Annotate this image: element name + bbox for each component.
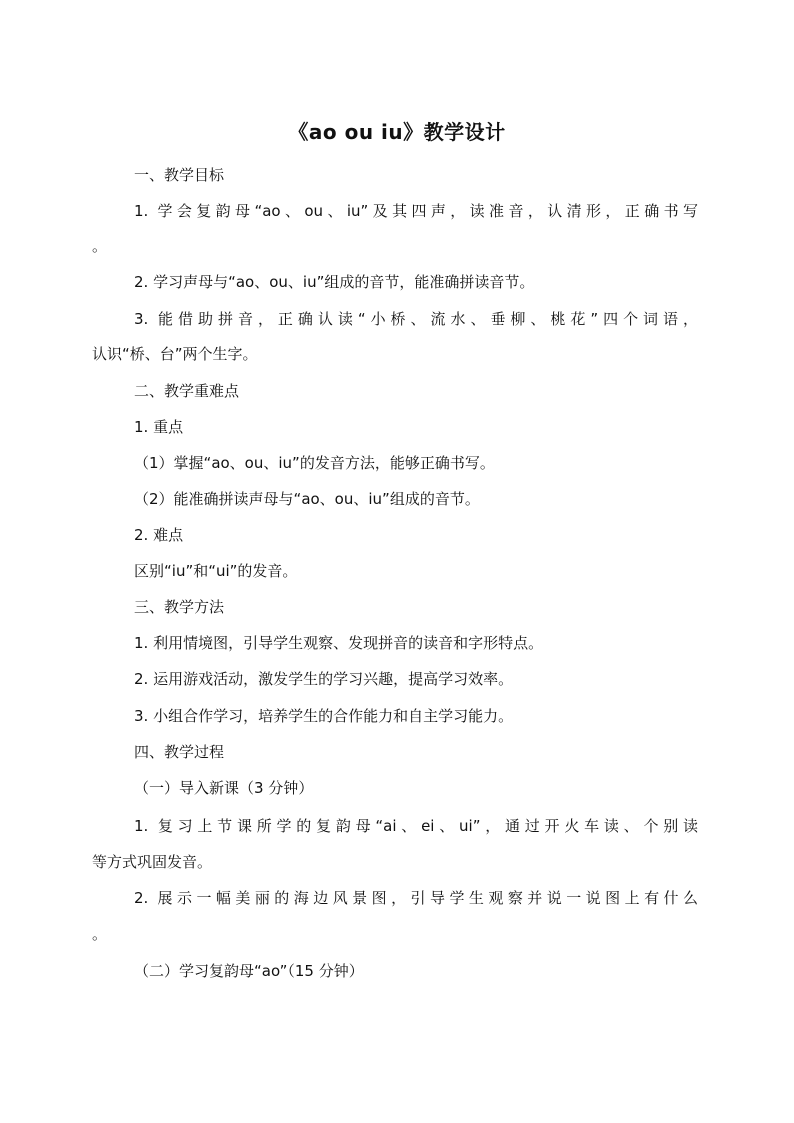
method-3: 3. 小组合作学习，培养学生的合作能力和自主学习能力。	[134, 707, 514, 725]
goal-3-line-2: 认识“桥、台”两个生字。	[92, 345, 258, 363]
goal-3-line-1: 3. 能借助拼音，正确认读“小桥、流水、垂柳、桃花”四个词语，	[134, 310, 698, 328]
key-point-2: （2）能准确拼读声母与“ao、ou、iu”组成的音节。	[134, 490, 480, 508]
difficulty-heading: 2. 难点	[134, 526, 184, 544]
section-heading-goals: 一、教学目标	[134, 166, 225, 184]
section-heading-process: 四、教学过程	[134, 743, 225, 761]
process-sub-heading-1: （一）导入新课（3 分钟）	[134, 779, 314, 797]
document-title: 《ao ou iu》教学设计	[288, 120, 506, 144]
section-heading-key-points: 二、教学重难点	[134, 382, 240, 400]
process-step-2-line-1: 2. 展示一幅美丽的海边风景图，引导学生观察并说一说图上有什么	[134, 889, 698, 907]
difficulty-1: 区别“iu”和“ui”的发音。	[134, 562, 298, 580]
process-step-1-line-1: 1. 复习上节课所学的复韵母“ai、ei、ui”，通过开火车读、个别读	[134, 817, 698, 835]
goal-1-line-1: 1. 学会复韵母“ao、ou、iu”及其四声，读准音，认清形，正确书写	[134, 202, 698, 220]
section-heading-methods: 三、教学方法	[134, 598, 225, 616]
goal-2: 2. 学习声母与“ao、ou、iu”组成的音节，能准确拼读音节。	[134, 273, 535, 291]
process-sub-heading-2: （二）学习复韵母“ao”（15 分钟）	[134, 962, 364, 980]
key-point-heading: 1. 重点	[134, 418, 184, 436]
goal-1-line-2: 。	[92, 237, 108, 255]
method-2: 2. 运用游戏活动，激发学生的学习兴趣，提高学习效率。	[134, 670, 514, 688]
process-step-1-line-2: 等方式巩固发音。	[92, 853, 213, 871]
process-step-2-line-2: 。	[92, 925, 108, 943]
key-point-1: （1）掌握“ao、ou、iu”的发音方法，能够正确书写。	[134, 454, 495, 472]
method-1: 1. 利用情境图，引导学生观察、发现拼音的读音和字形特点。	[134, 634, 544, 652]
